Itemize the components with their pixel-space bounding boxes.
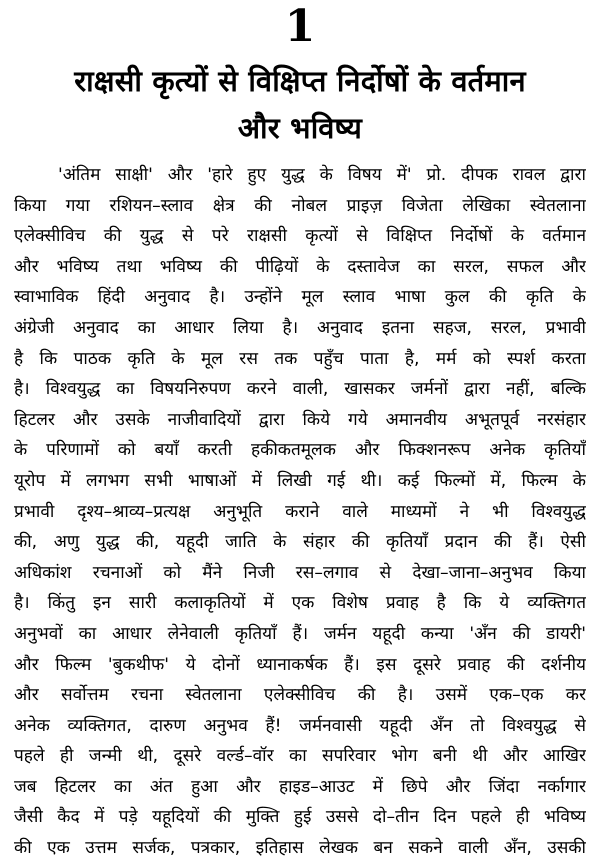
paragraph-line: अंग्रेजी अनुवाद का आधार लिया है। अनुवाद इतना सहज, सरल, प्रभावी: [14, 317, 586, 338]
paragraph-line: और सर्वोत्तम रचना स्वेतलाना एलेक्सीविच की है। उसमें एक–एक कर: [14, 685, 586, 706]
paragraph-line: पहले ही जन्मी थी, दूसरे वर्ल्ड–वॉर का सपरिवार भोग बनी थी और आखिर: [14, 746, 586, 767]
chapter-title-line: राक्षसी कृत्यों से विक्षिप्त निर्दोषों के वर्तमान: [74, 64, 526, 98]
paragraph-line: स्वाभाविक हिंदी अनुवाद है। उन्होंने मूल स्लाव भाषा कुल की कृति के: [14, 287, 586, 308]
chapter-title: [14, 58, 586, 152]
paragraph-line: और फिल्म 'बुकथीफ' ये दोनों ध्यानाकर्षक हैं। इस दूसरे प्रवाह की दर्शनीय: [14, 654, 586, 675]
paragraph-line: और भविष्य तथा भविष्य की पीढ़ियों के दस्तावेज का सरल, सफल और: [14, 256, 586, 277]
paragraph-line: यूरोप में लगभग सभी भाषाओं में लिखी गई थी। कई फिल्मों में, फिल्म के: [14, 470, 586, 491]
paragraph-line: एलेक्सीविच की युद्ध से परे राक्षसी कृत्यों से विक्षिप्त निर्दोषों के वर्तमान: [14, 226, 586, 247]
paragraph-line: की एक उत्तम सर्जक, पत्रकार, इतिहास लेखक बन सकने वाली अँन, उसकी: [14, 838, 586, 859]
paragraph-line: है कि पाठक कृति के मूल रस तक पहुँच पाता है, मर्म को स्पर्श करता: [14, 348, 586, 369]
paragraph-line: के परिणामों को बयाँ करती हकीकतमूलक और फिक्शनरूप अनेक कृतियाँ: [14, 440, 586, 461]
body-paragraph: [14, 160, 586, 864]
paragraph-line: अनुभवों का आधार लेनेवाली कृतियाँ हैं। जर्मन यहूदी कन्या 'अँन की डायरी': [14, 623, 586, 644]
paragraph-line: हिटलर और उसके नाजीवादियों द्वारा किये गये अमानवीय अभूतपूर्व नरसंहार: [14, 409, 586, 430]
chapter-title-line: और भविष्य: [237, 111, 363, 145]
paragraph-line: जब हिटलर का अंत हुआ और हाइड–आउट में छिपे और जिंदा नर्कागार: [14, 776, 586, 797]
paragraph-line: किया गया रशियन–स्लाव क्षेत्र की नोबल प्राइज़ विजेता लेखिका स्वेतलाना: [14, 195, 586, 216]
paragraph-line: 'अंतिम साक्षी' और 'हारे हुए युद्ध के विषय में' प्रो. दीपक रावल द्वारा: [58, 165, 586, 185]
paragraph-line: प्रभावी दृश्य–श्राव्य–प्रत्यक्ष अनुभूति कराने वाले माध्यमों ने भी विश्वयुद्ध: [14, 501, 586, 522]
paragraph-line: की, अणु युद्ध की, यहूदी जाति के संहार की कृतियाँ प्रदान की हैं। ऐसी: [14, 532, 586, 553]
paragraph-line: है। विश्वयुद्ध का विषयनिरुपण करने वाली, खासकर जर्मनों द्वारा नहीं, बल्कि: [14, 379, 586, 400]
paragraph-line: है। किंतु इन सारी कलाकृतियों में एक विशेष प्रवाह है कि ये व्यक्तिगत: [14, 593, 586, 614]
paragraph-line: अधिकांश रचनाओं को मैंने निजी रस–लगाव से देखा–जाना–अनुभव किया: [14, 562, 586, 583]
paragraph-line: जैसी कैद में पड़े यहूदियों की मुक्ति हुई उससे दो–तीन दिन पहले ही भविष्य: [14, 807, 586, 828]
paragraph-line: अनेक व्यक्तिगत, दारुण अनुभव हैं! जर्मनवासी यहूदी अँन तो विश्वयुद्ध से: [14, 715, 586, 736]
chapter-number: 1: [284, 1, 316, 52]
